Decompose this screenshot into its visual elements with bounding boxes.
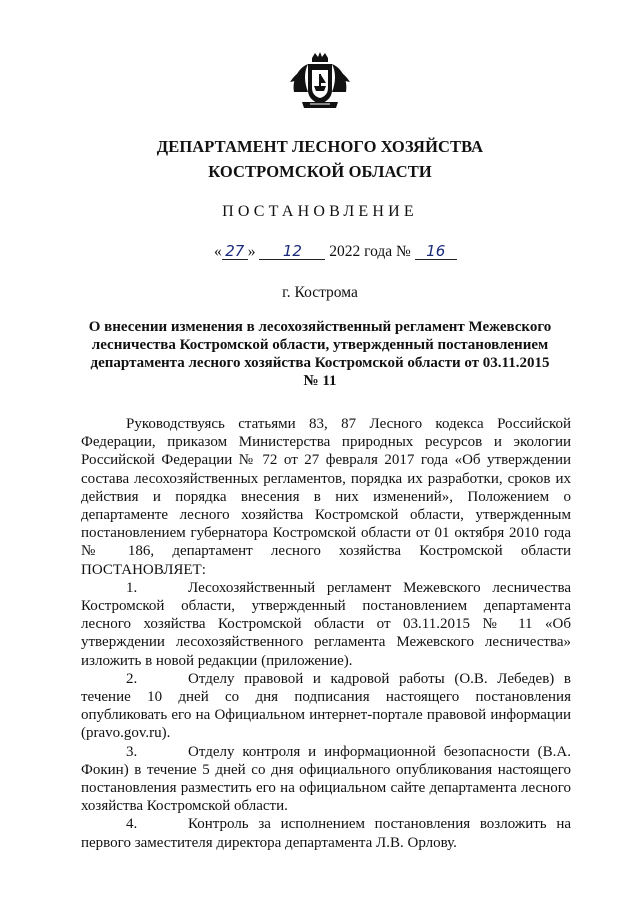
close-quote: » bbox=[247, 243, 256, 260]
coat-of-arms-icon bbox=[288, 52, 352, 116]
open-quote: « bbox=[214, 243, 222, 260]
document-body bbox=[81, 415, 571, 852]
handwritten-day: 27 bbox=[222, 243, 248, 260]
document-type-title: ПОСТАНОВЛЕНИЕ bbox=[222, 203, 418, 220]
list-item bbox=[81, 579, 571, 670]
item-number: 1. bbox=[126, 579, 138, 596]
list-item bbox=[81, 743, 571, 816]
list-item bbox=[81, 815, 571, 851]
year-and-number-label: 2022 года № bbox=[329, 243, 411, 260]
preamble-paragraph: Руководствуясь статьями 83, 87 Лесного кодекса Российской Федерации, приказом Министерства природных ресурсов и экологии Российской Федерации № 72 от 27 февраля 2017 года «Об утверждении состава лесохозяйственных регламентов, порядка их разработки, сроков их действия и порядка внесения в них изменений», Положением о департаменте лесного хозяйства Костромской области, утвержденным постановлением губернатора Костромской области от 01 октября 2010 года № 186, департамент лесного хозяйства Костромской области ПОСТАНОВЛЯЕТ: bbox=[81, 416, 571, 578]
city-line: г. Кострома bbox=[282, 284, 358, 301]
list-item bbox=[81, 670, 571, 743]
document-subject: О внесении изменения в лесохозяйственный регламент Межевского лесничества Костромской области, утвержденный постановлением департамента лесного хозяйства Костромской области от 03.11.2015 № 11 bbox=[88, 319, 552, 389]
handwritten-document-number: 16 bbox=[415, 243, 457, 260]
department-name-line1: ДЕПАРТАМЕНТ ЛЕСНОГО ХОЗЯЙСТВА bbox=[156, 137, 484, 156]
item-text: Лесохозяйственный регламент Межевского лесничества Костромской области, утвержденный постановлением департамента лесного хозяйства Костромской области от 03.11.2015 № 11 «Об утверждении лесохозяйственного регламента Межевского лесничества» изложить в новой редакции (приложение). bbox=[81, 579, 571, 669]
handwritten-month: 12 bbox=[259, 243, 325, 260]
department-name-line2: КОСТРОМСКОЙ ОБЛАСТИ bbox=[208, 162, 432, 181]
date-number-line bbox=[214, 243, 457, 261]
item-text: Контроль за исполнением постановления возложить на первого заместителя директора департамента Л.В. Орлову. bbox=[81, 816, 571, 851]
item-text: Отделу правовой и кадровой работы (О.В. Лебедев) в течение 10 дней со дня подписания настоящего постановления опубликовать его на Официальном интернет-портале правовой информации (pravo.gov.ru). bbox=[81, 670, 571, 742]
item-number: 4. bbox=[126, 816, 138, 833]
item-text: Отделу контроля и информационной безопасности (В.А. Фокин) в течение 5 дней со дня официального опубликования настоящего постановления разместить его на официальном сайте департамента лесного хозяйства Костромской области. bbox=[81, 743, 571, 815]
item-number: 2. bbox=[126, 670, 138, 687]
item-number: 3. bbox=[126, 743, 138, 760]
